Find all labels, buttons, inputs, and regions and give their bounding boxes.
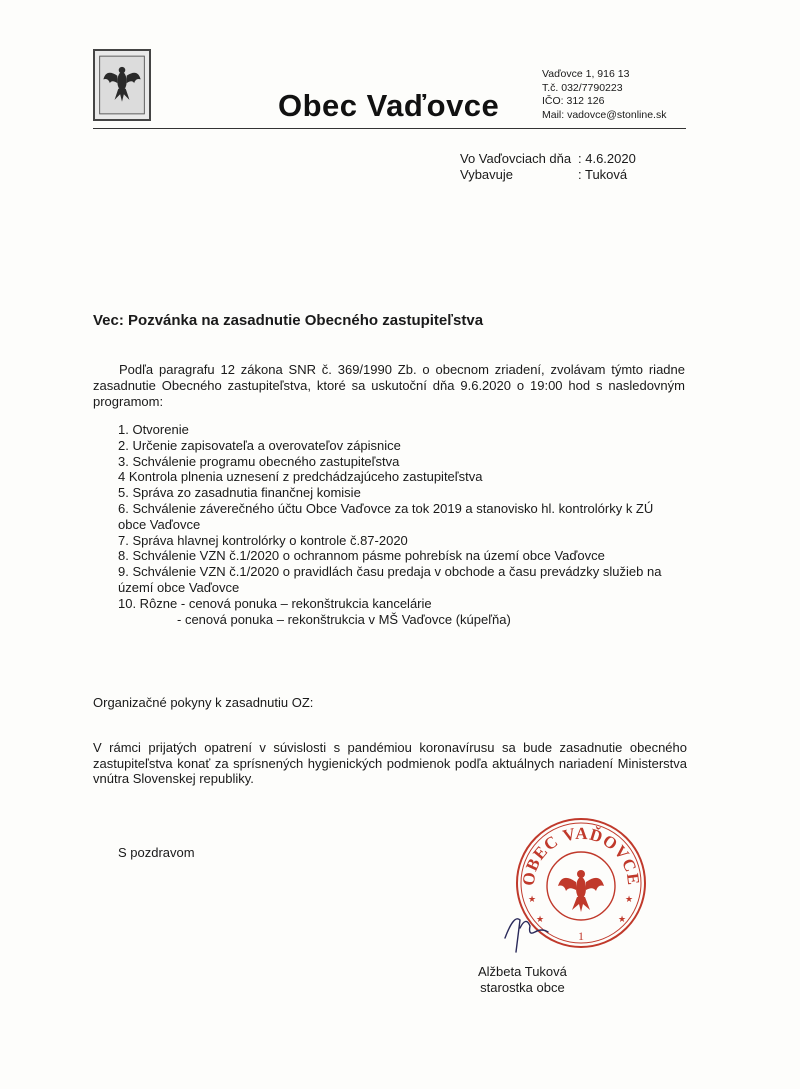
list-item: 8. Schválenie VZN č.1/2020 o ochrannom pásme pohrebísk na území obce Vaďovce (118, 548, 605, 564)
stamp-number: 1 (578, 929, 584, 943)
star-icon: ★ (536, 915, 545, 925)
contact-block (542, 68, 666, 122)
org-heading: Organizačné pokyny k zasadnutiu OZ: (93, 695, 314, 710)
handler-row (460, 167, 636, 183)
intro-paragraph (93, 362, 685, 410)
coat-of-arms (93, 49, 151, 121)
greeting: S pozdravom (118, 845, 195, 860)
header-divider (93, 128, 686, 129)
list-item: 3. Schválenie programu obecného zastupiteľstva (118, 453, 400, 469)
date-row (460, 151, 636, 167)
signer-role: starostka obce (480, 980, 565, 995)
page-title: Obec Vaďovce (278, 88, 500, 123)
date-block (460, 151, 636, 183)
handler-label: Vybavuje (460, 167, 513, 182)
signer-block (478, 964, 567, 996)
email: Mail: vadovce@stonline.sk (542, 108, 667, 121)
eagle-icon (95, 51, 149, 119)
intro-text: Podľa paragrafu 12 zákona SNR č. 369/1990 Zb. o obecnom zriadení, zvolávam týmto riadne zasadnutie Obecného zastupiteľstva, ktoré sa uskutoční dňa 9.6.2020 o 19:00 hod s nasledovným programom: (93, 362, 685, 409)
date-label: Vo Vaďovciach dňa (460, 151, 572, 166)
org-paragraph: V rámci prijatých opatrení v súvislosti s pandémiou koronavírusu sa bude zasadnutie obecného zastupiteľstva konať za sprísnených hygienických podmienok podľa aktuálnych nariadení Ministerstva vnútra Slovenskej republiky. (93, 740, 687, 786)
phone: T.č. 032/7790223 (542, 81, 623, 94)
subject-heading: Vec: Pozvánka na zasadnutie Obecného zastupiteľstva (93, 312, 484, 329)
list-item: 7. Správa hlavnej kontrolórky o kontrole č.87-2020 (118, 532, 408, 548)
handler-value: : Tuková (578, 167, 628, 182)
date-value: : 4.6.2020 (578, 151, 636, 166)
star-icon: ★ (618, 915, 627, 925)
star-icon: ★ (528, 895, 537, 905)
list-item: 5. Správa zo zasadnutia finančnej komisie (118, 485, 361, 501)
list-item: 10. Rôzne - cenová ponuka – rekonštrukcia kancelárie (118, 595, 432, 611)
list-item: 9. Schválenie VZN č.1/2020 o pravidlách času predaja v obchode a času prevádzky služieb na území obce Vaďovce (118, 564, 662, 595)
star-icon: ★ (625, 895, 634, 905)
list-item: 1. Otvorenie (118, 422, 189, 437)
handwritten-signature (500, 910, 555, 955)
stamp-text: OBEC VAĎOVCE (518, 823, 644, 887)
address: Vaďovce 1, 916 13 (542, 68, 630, 80)
company-id: IČO: 312 126 (542, 95, 605, 108)
list-item: 4 Kontrola plnenia uznesení z predchádzajúceho zastupiteľstva (118, 469, 483, 485)
program-list (118, 422, 678, 627)
stamp-eagle-icon (558, 870, 604, 912)
signer-name: Alžbeta Tuková (478, 964, 567, 979)
list-item: 6. Schválenie záverečného účtu Obce Vaďovce za tok 2019 a stanovisko hl. kontrolórky k ZÚ obce Vaďovce (118, 500, 654, 532)
list-subitem: - cenová ponuka – rekonštrukcia v MŠ Vaďovce (kúpeľňa) (177, 611, 511, 627)
list-item: 2. Určenie zapisovateľa a overovateľov zápisnice (118, 437, 401, 453)
